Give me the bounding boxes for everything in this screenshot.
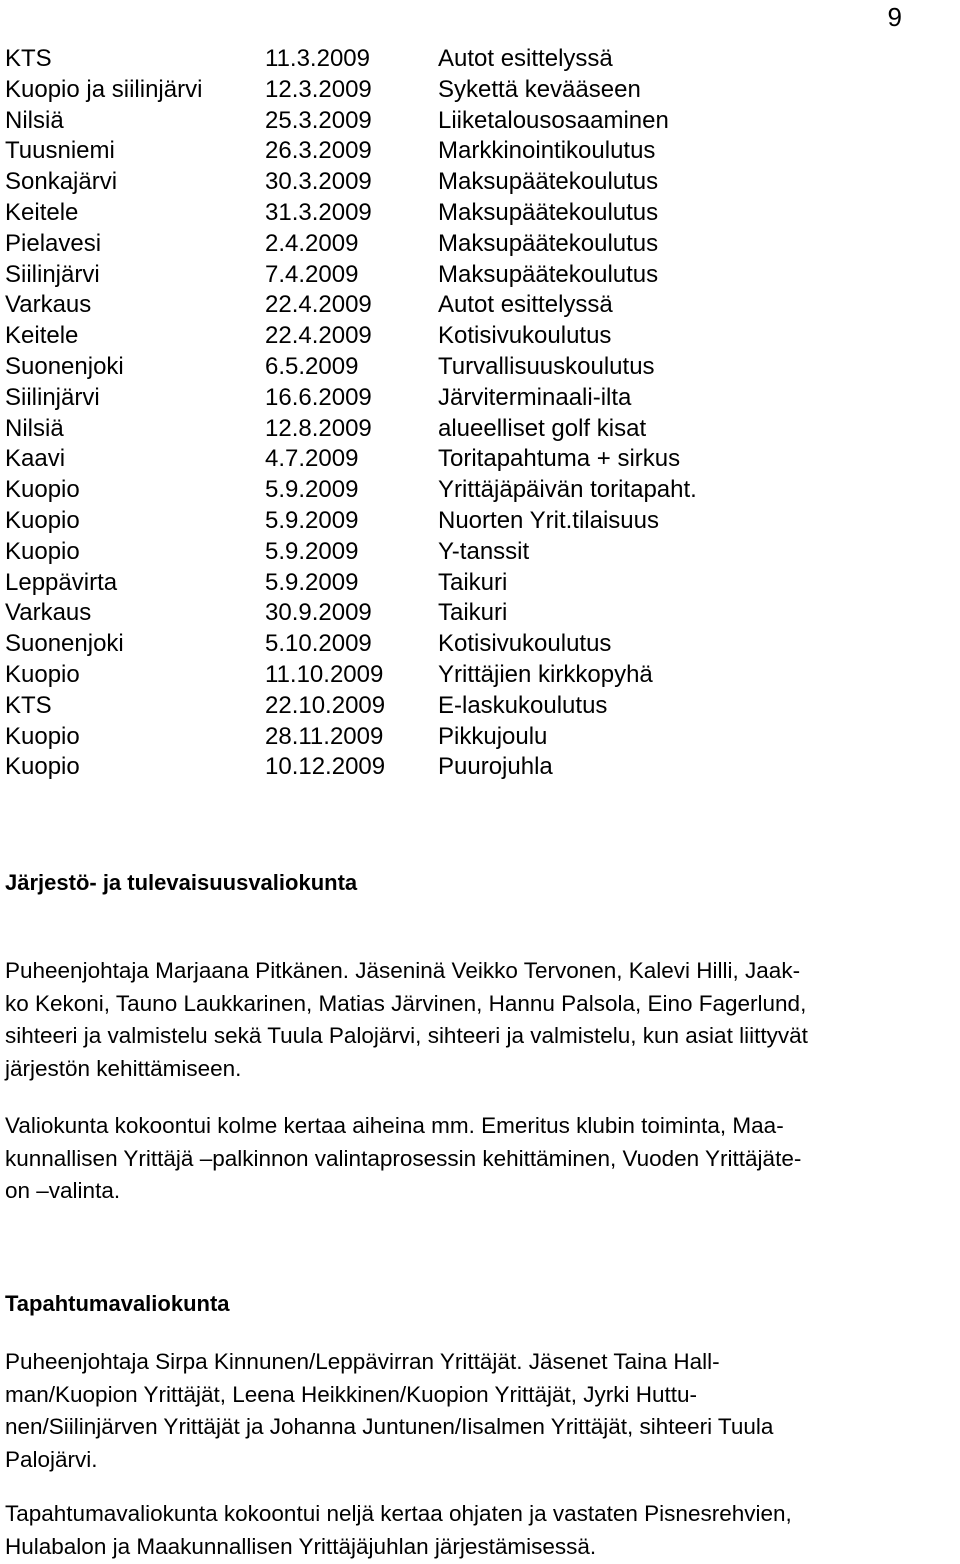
event-title: alueelliset golf kisat bbox=[438, 414, 647, 442]
paragraph-line: sihteeri ja valmistelu sekä Tuula Palojärvi, sihteeri ja valmistelu, kun asiat liittyvät bbox=[5, 1023, 808, 1048]
event-date: 12.8.2009 bbox=[265, 414, 372, 442]
event-date: 30.9.2009 bbox=[265, 599, 372, 627]
event-date: 5.10.2009 bbox=[265, 630, 372, 658]
event-place: Varkaus bbox=[5, 599, 92, 627]
event-place: Keitele bbox=[5, 322, 79, 350]
page-number: 9 bbox=[887, 2, 902, 32]
paragraph-line: järjestön kehittämiseen. bbox=[5, 1055, 242, 1081]
event-title: Pikkujoulu bbox=[438, 722, 548, 750]
event-title: Yrittäjien kirkkopyhä bbox=[438, 660, 653, 688]
event-title: Kotisivukoulutus bbox=[438, 630, 612, 658]
event-place: Pielavesi bbox=[5, 229, 102, 257]
event-title: Maksupäätekoulutus bbox=[438, 229, 659, 257]
event-place: Kaavi bbox=[5, 445, 66, 473]
event-date: 22.10.2009 bbox=[265, 691, 386, 719]
event-place: Sonkajärvi bbox=[5, 168, 118, 196]
event-title: Yrittäjäpäivän toritapaht. bbox=[438, 476, 697, 504]
event-place: Siilinjärvi bbox=[5, 260, 100, 288]
event-place: Kuopio bbox=[5, 506, 80, 534]
event-title: Maksupäätekoulutus bbox=[438, 260, 659, 288]
event-title: Toritapahtuma + sirkus bbox=[438, 445, 681, 473]
event-date: 5.9.2009 bbox=[265, 537, 359, 565]
event-title: Puurojuhla bbox=[438, 753, 553, 781]
section2-paragraph-members bbox=[5, 1346, 960, 1476]
section-heading-jarjesto: Järjestö- ja tulevaisuusvaliokunta bbox=[5, 870, 358, 895]
event-place: KTS bbox=[5, 45, 52, 72]
section1-paragraph-meetings bbox=[5, 1110, 960, 1208]
paragraph-line: man/Kuopion Yrittäjät, Leena Heikkinen/Kuopion Yrittäjät, Jyrki Huttu- bbox=[5, 1381, 698, 1407]
event-title: Y-tanssit bbox=[438, 537, 530, 565]
event-place: Kuopio bbox=[5, 722, 80, 750]
event-title: Maksupäätekoulutus bbox=[438, 168, 659, 196]
paragraph-line: Valiokunta kokoontui kolme kertaa aiheina mm. Emeritus klubin toiminta, Maa- bbox=[5, 1113, 784, 1138]
paragraph-line: Hulabalon ja Maakunnallisen Yrittäjäjuhlan järjestämisessä. bbox=[5, 1533, 597, 1559]
event-place: Siilinjärvi bbox=[5, 383, 100, 411]
section1-paragraph-members bbox=[5, 955, 960, 1085]
event-date: 22.4.2009 bbox=[265, 291, 372, 319]
event-date: 2.4.2009 bbox=[265, 229, 359, 257]
paragraph-line: on –valinta. bbox=[5, 1178, 121, 1203]
event-date: 5.9.2009 bbox=[265, 568, 359, 596]
event-title: Turvallisuuskoulutus bbox=[438, 352, 655, 380]
paragraph-line: Puheenjohtaja Marjaana Pitkänen. Jäseninä Veikko Tervonen, Kalevi Hilli, Jaak- bbox=[5, 958, 801, 983]
event-title: Nuorten Yrit.tilaisuus bbox=[438, 506, 659, 534]
paragraph-line: kunnallisen Yrittäjä –palkinnon valintaprosessin kehittäminen, Vuoden Yrittäjäte- bbox=[5, 1145, 802, 1171]
event-date: 28.11.2009 bbox=[265, 722, 384, 750]
event-place: Nilsiä bbox=[5, 414, 64, 442]
event-date: 5.9.2009 bbox=[265, 476, 359, 504]
event-date: 5.9.2009 bbox=[265, 506, 359, 534]
event-place: Nilsiä bbox=[5, 106, 64, 134]
event-place: Suonenjoki bbox=[5, 352, 124, 380]
event-place: Leppävirta bbox=[5, 568, 118, 596]
event-title: Järviterminaali-ilta bbox=[438, 383, 632, 411]
section-heading-tapahtuma: Tapahtumavaliokunta bbox=[5, 1291, 230, 1316]
event-place: Kuopio bbox=[5, 476, 80, 504]
event-title: Markkinointikoulutus bbox=[438, 137, 656, 165]
paragraph-line: nen/Siilinjärven Yrittäjät ja Johanna Juntunen/Iisalmen Yrittäjät, sihteeri Tuula bbox=[5, 1414, 774, 1439]
paragraph-line: Palojärvi. bbox=[5, 1446, 98, 1472]
event-title: Maksupäätekoulutus bbox=[438, 198, 659, 226]
event-date: 30.3.2009 bbox=[265, 168, 372, 196]
section2-paragraph-meetings bbox=[5, 1498, 960, 1563]
event-place: Kuopio ja siilinjärvi bbox=[5, 75, 203, 103]
event-place: Varkaus bbox=[5, 291, 92, 319]
event-place: Keitele bbox=[5, 198, 79, 226]
event-title: Taikuri bbox=[438, 599, 508, 627]
event-place: Kuopio bbox=[5, 537, 80, 565]
event-title: E-laskukoulutus bbox=[438, 691, 608, 719]
paragraph-line: ko Kekoni, Tauno Laukkarinen, Matias Järvinen, Hannu Palsola, Eino Fagerlund, bbox=[5, 990, 807, 1016]
event-place: Kuopio bbox=[5, 660, 80, 688]
event-title: Autot esittelyssä bbox=[438, 291, 613, 319]
event-title: Taikuri bbox=[438, 568, 508, 596]
event-place: Tuusniemi bbox=[5, 137, 115, 165]
event-place: Suonenjoki bbox=[5, 630, 124, 658]
event-title: Sykettä kevääseen bbox=[438, 75, 641, 103]
paragraph-line: Puheenjohtaja Sirpa Kinnunen/Leppävirran Yrittäjät. Jäsenet Taina Hall- bbox=[5, 1349, 720, 1374]
event-date: 22.4.2009 bbox=[265, 322, 372, 350]
event-place: KTS bbox=[5, 691, 52, 719]
event-place: Kuopio bbox=[5, 753, 80, 781]
event-date: 7.4.2009 bbox=[265, 260, 359, 288]
event-date: 16.6.2009 bbox=[265, 383, 372, 411]
event-date: 31.3.2009 bbox=[265, 198, 372, 226]
event-title: Autot esittelyssä bbox=[438, 45, 613, 72]
event-date: 25.3.2009 bbox=[265, 106, 372, 134]
event-date: 11.10.2009 bbox=[265, 660, 384, 688]
event-date: 4.7.2009 bbox=[265, 445, 359, 473]
event-title: Liiketalousosaaminen bbox=[438, 106, 669, 134]
event-title: Kotisivukoulutus bbox=[438, 322, 612, 350]
event-date: 10.12.2009 bbox=[265, 753, 386, 781]
event-date: 26.3.2009 bbox=[265, 137, 372, 165]
event-date: 12.3.2009 bbox=[265, 75, 372, 103]
event-date: 11.3.2009 bbox=[265, 45, 370, 72]
event-date: 6.5.2009 bbox=[265, 352, 359, 380]
paragraph-line: Tapahtumavaliokunta kokoontui neljä kertaa ohjaten ja vastaten Pisnesrehvien, bbox=[5, 1501, 792, 1526]
